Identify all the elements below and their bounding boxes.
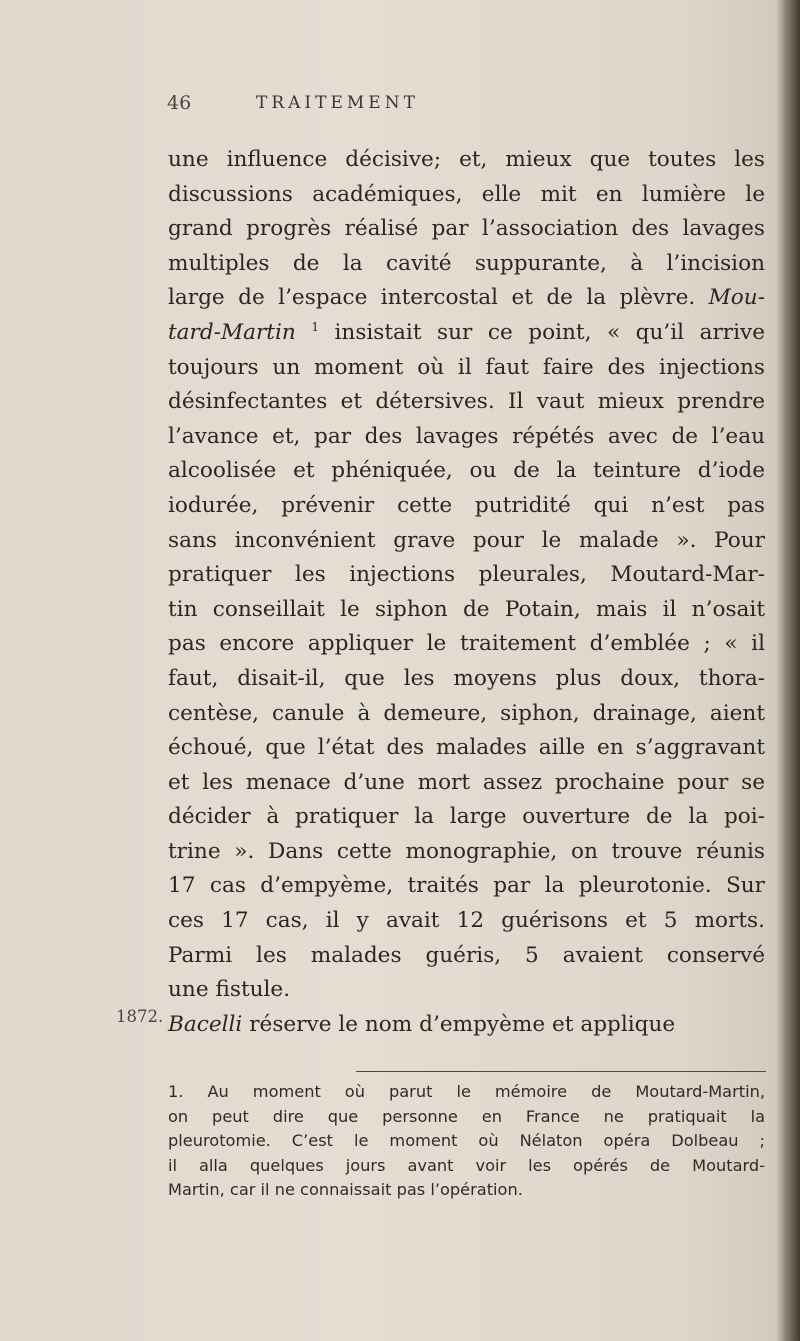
main-text xyxy=(168,143,765,1042)
text-line: faut, disait-il, que les moyens plus doux, thora- xyxy=(168,665,765,691)
text-line: une fistule. xyxy=(168,977,291,1003)
footnote-line: pleurotomie. C’est le moment où Nélaton opéra Dolbeau ; xyxy=(168,1131,765,1150)
text-line: centèse, canule à demeure, siphon, drainage, aient xyxy=(168,700,765,726)
text-line: échoué, que l’état des malades aille en s’aggravant xyxy=(168,735,765,761)
text-line: multiples de la cavité suppurante, à l’incision xyxy=(168,250,765,276)
text-line: 17 cas d’empyème, traités par la pleurotonie. Sur xyxy=(168,873,765,899)
running-title: TRAITEMENT xyxy=(256,93,419,113)
author-name-part: Mou- xyxy=(708,285,765,311)
text-line: désinfectantes et détersives. Il vaut mieux prendre xyxy=(168,389,765,415)
author-name: Bacelli xyxy=(168,1011,243,1037)
text-line: sans inconvénient grave pour le malade ». Pour xyxy=(168,527,765,553)
text-line xyxy=(168,1008,765,1043)
text-line: Parmi les malades guéris, 5 avaient conservé xyxy=(168,942,765,968)
text-line: l’avance et, par des lavages répétés avec de l’eau xyxy=(168,423,765,449)
footnote-line: on peut dire que personne en France ne pratiquait la xyxy=(168,1106,765,1126)
text-line xyxy=(168,316,765,351)
text-line: et les menace d’une mort assez prochaine pour se xyxy=(168,769,765,795)
text-line: trine ». Dans cette monographie, on trouve réunis xyxy=(168,838,765,864)
footnote-line: 1. Au moment où parut le mémoire de Moutard-Martin, xyxy=(168,1082,765,1101)
text-line: grand progrès réalisé par l’association des lavages xyxy=(168,216,765,242)
text-line: ces 17 cas, il y avait 12 guérisons et 5 morts. xyxy=(168,908,765,934)
text-line-part: réserve le nom d’empyème et applique xyxy=(249,1011,676,1037)
text-line: alcoolisée et phéniquée, ou de la teinture d’iode xyxy=(168,458,765,484)
text-line: discussions académiques, elle mit en lumière le xyxy=(168,181,765,207)
margin-year-note: 1872. xyxy=(116,1007,164,1026)
text-line-part: large de l’espace intercostal et de la plèvre. xyxy=(168,285,696,311)
page-gutter-shadow xyxy=(776,0,800,1341)
text-line-part: insistait sur ce point, « qu’il arrive xyxy=(334,319,766,345)
footnote-marker[interactable]: 1 xyxy=(311,319,319,334)
text-line: décider à pratiquer la large ouverture de la poi- xyxy=(168,804,765,830)
footnote-line: il alla quelques jours avant voir les opérés de Moutard- xyxy=(168,1155,765,1175)
text-line: toujours un moment où il faut faire des injections xyxy=(168,354,765,380)
text-line: pas encore appliquer le traitement d’emblée ; « il xyxy=(168,631,765,657)
text-line: iodurée, prévenir cette putridité qui n’est pas xyxy=(168,492,765,518)
author-name: tard-Martin xyxy=(168,319,296,345)
footnote-divider xyxy=(356,1071,766,1072)
text-line xyxy=(168,281,765,316)
page-number: 46 xyxy=(167,92,192,114)
text-line: tin conseillait le siphon de Potain, mais il n’osait xyxy=(168,596,765,622)
text-line: pratiquer les injections pleurales, Moutard-Mar- xyxy=(168,562,765,588)
footnote-line: Martin, car il ne connaissait pas l’opération. xyxy=(168,1180,523,1199)
text-line: une influence décisive; et, mieux que toutes les xyxy=(168,147,765,172)
footnote xyxy=(168,1080,765,1203)
